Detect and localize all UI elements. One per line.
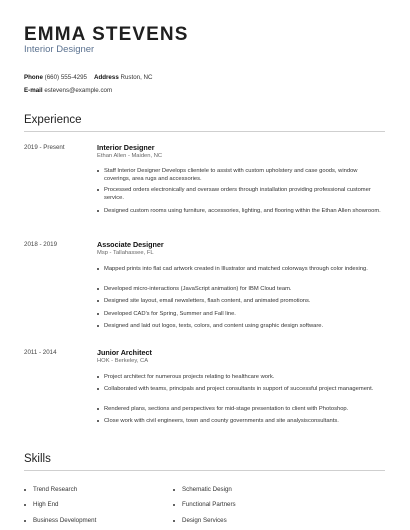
job-company: HOK - Berkeley, CA [97, 358, 149, 364]
experience-divider [24, 131, 385, 132]
skills-divider [24, 470, 385, 471]
phone-value: (660) 555-4295 [44, 74, 87, 81]
job-bullet: Mapped prints into flat cad artwork created in Illustrator and matched colorways through color indexing. [104, 265, 384, 273]
candidate-title: Interior Designer [24, 44, 95, 55]
job-role: Interior Designer [97, 143, 155, 152]
job-bullet: Rendered plans, sections and perspectives for mid-stage presentation to client with Photoshop. [104, 405, 384, 413]
experience-heading: Experience [24, 114, 82, 126]
skill-item: Functional Partners [182, 501, 236, 508]
email-label: E-mail [24, 87, 43, 94]
job-bullet: Close work with civil engineers, town and county governments and site analysisconsultants. [104, 417, 384, 425]
email-line [24, 87, 112, 94]
skill-item: High End [33, 501, 59, 508]
email-value: estevens@example.com [44, 87, 113, 94]
job-dates: 2019 - Present [24, 144, 65, 151]
job-bullet: Designed custom rooms using furniture, accessories, lighting, and flooring within the Ethan Allen showroom. [104, 207, 384, 215]
job-bullet: Collaborated with teams, principals and project consultants in support of successful project management. [104, 385, 384, 393]
job-company: Ethan Allen - Maiden, NC [97, 153, 163, 159]
job-bullet: Designed and laid out logos, texts, colors, and content using graphic design software. [104, 322, 384, 330]
job-bullet: Processed orders electronically and oversaw orders through installation providing professional customer service. [104, 186, 384, 203]
skill-item: Trend Research [33, 486, 78, 493]
address-value: Ruston, NC [120, 74, 153, 81]
job-bullet: Developed CAD's for Spring, Summer and Fall line. [104, 310, 384, 318]
job-bullet: Designed site layout, email newsletters, flash content, and animated promotions. [104, 297, 384, 305]
phone-line [24, 74, 87, 81]
skill-item: Schematic Design [182, 486, 232, 493]
job-company: Msp - Tallahassee, FL [97, 250, 154, 256]
skill-item: Business Development [33, 517, 97, 524]
phone-label: Phone [24, 74, 43, 81]
job-role: Associate Designer [97, 240, 164, 249]
job-bullet: Developed micro-interactions (JavaScript animation) for IBM Cloud team. [104, 285, 384, 293]
address-label: Address [94, 74, 119, 81]
skills-heading: Skills [24, 453, 51, 465]
job-role: Junior Architect [97, 348, 152, 357]
candidate-name: EMMA STEVENS [24, 24, 189, 45]
job-bullet: Project architect for numerous projects relating to healthcare work. [104, 373, 384, 381]
job-bullet: Staff Interior Designer Develops clientele to assist with custom upholstery and case goods, window coverings, area rugs and accessories. [104, 167, 384, 184]
address-line [94, 74, 152, 81]
job-dates: 2018 - 2019 [24, 241, 58, 248]
skill-item: Design Services [182, 517, 227, 524]
job-dates: 2011 - 2014 [24, 349, 57, 356]
